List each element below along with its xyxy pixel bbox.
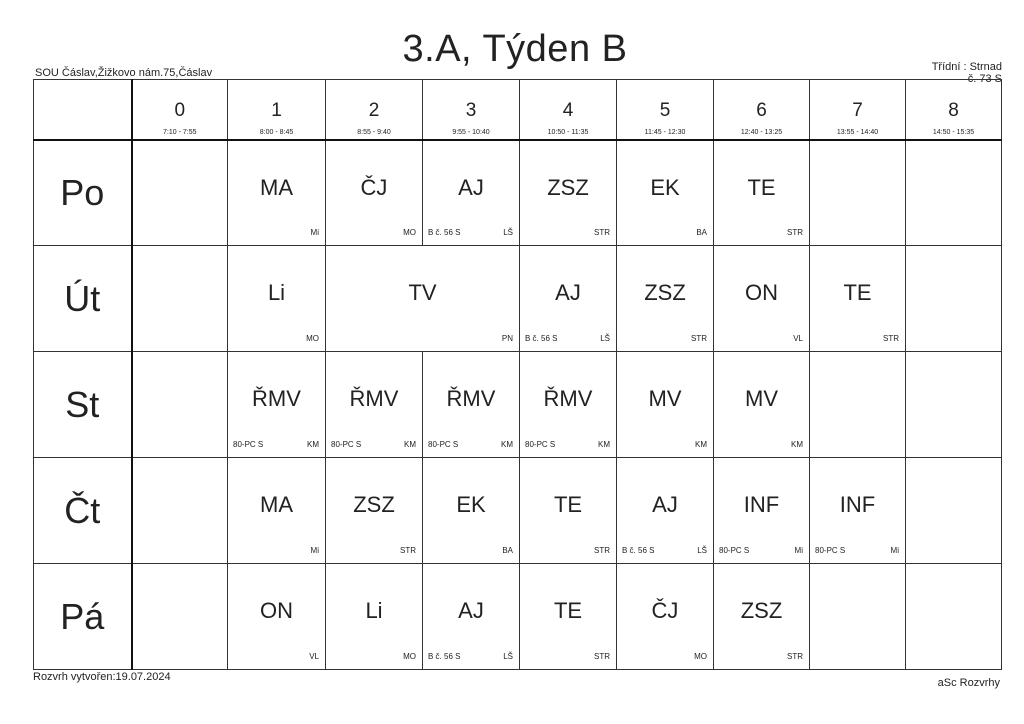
- lesson-teacher: LŠ: [503, 652, 513, 661]
- lesson-teacher: Mi: [794, 546, 803, 555]
- lesson-cell: [714, 246, 810, 352]
- period-header: [520, 80, 617, 140]
- period-time: 11:45 - 12:30: [644, 129, 686, 136]
- lesson-teacher: BA: [696, 228, 707, 237]
- period-number: 1: [271, 100, 282, 121]
- lesson-subject: ŘMV: [446, 386, 496, 411]
- class-room: č. 73 S: [967, 73, 1002, 85]
- lesson-teacher: LŠ: [697, 546, 707, 555]
- period-number: 4: [562, 100, 574, 121]
- lesson-subject: MV: [648, 386, 682, 411]
- lesson-subject: TE: [747, 174, 776, 200]
- class-teacher: Třídní : Strnad: [931, 61, 1002, 73]
- period-header: [810, 80, 906, 140]
- lesson-subject: INF: [743, 492, 780, 517]
- lesson-subject: TV: [408, 280, 437, 305]
- lesson-subject: MV: [745, 386, 778, 411]
- period-number: 8: [948, 100, 959, 121]
- day-name: Pá: [34, 564, 132, 670]
- period-number: 0: [174, 100, 186, 121]
- lesson-subject: AJ: [555, 280, 581, 305]
- period-header: [617, 80, 714, 140]
- period-header: [326, 80, 423, 140]
- lesson-cell: [810, 246, 906, 352]
- period-header: [714, 80, 810, 140]
- lesson-cell: [228, 352, 326, 458]
- day-name: Út: [34, 246, 132, 352]
- school-name: SOU Čáslav,Žižkovo nám.75,Čáslav: [35, 67, 213, 79]
- lesson-teacher: KM: [598, 440, 610, 449]
- day-name: Po: [34, 140, 132, 246]
- lesson-teacher: STR: [787, 228, 803, 237]
- lesson-subject: ZSZ: [740, 598, 783, 623]
- day-row: [34, 140, 1002, 246]
- lesson-teacher: BA: [502, 546, 513, 555]
- lesson-room: 80-PC S: [525, 440, 556, 449]
- lesson-cell: [326, 140, 423, 246]
- lesson-teacher: Mi: [310, 228, 319, 237]
- period-header-row: [34, 80, 1002, 140]
- lesson-subject: ZSZ: [547, 174, 589, 200]
- lesson-subject: MA: [260, 492, 293, 517]
- lesson-subject: MA: [260, 174, 293, 200]
- lesson-cell: [423, 564, 520, 670]
- lesson-teacher: LŠ: [600, 334, 610, 343]
- lesson-subject: AJ: [458, 598, 484, 623]
- period-time: 12:40 - 13:25: [740, 129, 783, 136]
- lesson-cell: [228, 246, 326, 352]
- lesson-teacher: KM: [695, 440, 707, 449]
- lesson-subject: ŘMV: [349, 386, 399, 411]
- day-row: [34, 352, 1002, 458]
- lesson-cell: [906, 246, 1002, 352]
- lesson-room: 80-PC S: [815, 546, 846, 555]
- lesson-subject: Li: [267, 280, 286, 305]
- lesson-teacher: STR: [883, 334, 899, 343]
- lesson-subject: Li: [365, 598, 383, 623]
- lesson-teacher: STR: [594, 652, 610, 661]
- period-header: [228, 80, 326, 140]
- lesson-teacher: KM: [501, 440, 513, 449]
- day-row: [34, 564, 1002, 670]
- lesson-cell: [714, 564, 810, 670]
- lesson-subject: TE: [553, 492, 583, 517]
- lesson-cell: [617, 564, 714, 670]
- lesson-teacher: Mi: [310, 546, 319, 555]
- lesson-teacher: STR: [691, 334, 707, 343]
- lesson-cell: [906, 564, 1002, 670]
- lesson-teacher: LŠ: [503, 228, 513, 237]
- lesson-teacher: STR: [594, 546, 610, 555]
- lesson-cell: [326, 458, 423, 564]
- lesson-subject: EK: [650, 174, 680, 200]
- lesson-teacher: MO: [403, 652, 416, 661]
- lesson-cell: [326, 352, 423, 458]
- lesson-cell: [326, 564, 423, 670]
- period-time: 14:50 - 15:35: [932, 129, 975, 136]
- lesson-teacher: KM: [791, 440, 803, 449]
- lesson-teacher: VL: [309, 652, 319, 661]
- grid-corner: [34, 80, 132, 140]
- lesson-cell: [906, 458, 1002, 564]
- period-time: 8:00 - 8:45: [259, 129, 294, 136]
- lesson-cell: [617, 140, 714, 246]
- lesson-subject: TE: [843, 280, 872, 305]
- lesson-subject: ON: [260, 598, 293, 623]
- lesson-subject: ŘMV: [252, 386, 301, 411]
- lesson-cell: [132, 246, 228, 352]
- lesson-cell: [520, 352, 617, 458]
- lesson-cell: [228, 140, 326, 246]
- lesson-subject: EK: [456, 492, 486, 517]
- lesson-room: B č. 56 S: [622, 546, 655, 555]
- lesson-subject: ZSZ: [644, 280, 686, 305]
- lesson-subject: ČJ: [651, 598, 679, 623]
- lesson-subject: ČJ: [360, 174, 388, 200]
- period-number: 7: [852, 100, 863, 121]
- lesson-teacher: Mi: [890, 546, 899, 555]
- lesson-subject: ZSZ: [353, 492, 395, 517]
- lesson-teacher: STR: [787, 652, 803, 661]
- period-number: 5: [659, 100, 671, 121]
- lesson-cell: [132, 352, 228, 458]
- lesson-cell: [326, 246, 520, 352]
- period-time: 10:50 - 11:35: [547, 129, 589, 136]
- period-time: 13:55 - 14:40: [836, 129, 879, 136]
- lesson-room: 80-PC S: [233, 440, 264, 449]
- lesson-teacher: MO: [403, 228, 416, 237]
- lesson-room: B č. 56 S: [428, 652, 461, 661]
- lesson-room: B č. 56 S: [525, 334, 558, 343]
- day-name: St: [34, 352, 132, 458]
- page-title: 3.A, Týden B: [402, 28, 628, 70]
- created-date: Rozvrh vytvořen:19.07.2024: [33, 671, 171, 683]
- lesson-cell: [423, 140, 520, 246]
- lesson-teacher: MO: [306, 334, 319, 343]
- lesson-cell: [228, 564, 326, 670]
- lesson-cell: [906, 352, 1002, 458]
- lesson-room: 80-PC S: [428, 440, 459, 449]
- lesson-cell: [617, 352, 714, 458]
- lesson-cell: [132, 140, 228, 246]
- lesson-cell: [714, 140, 810, 246]
- lesson-teacher: KM: [404, 440, 416, 449]
- lesson-cell: [520, 140, 617, 246]
- lesson-cell: [810, 140, 906, 246]
- lesson-room: 80-PC S: [719, 546, 750, 555]
- timetable-grid: [33, 79, 1002, 670]
- lesson-cell: [132, 458, 228, 564]
- lesson-subject: INF: [839, 492, 876, 517]
- period-header: [906, 80, 1002, 140]
- lesson-cell: [423, 352, 520, 458]
- lesson-subject: AJ: [652, 492, 678, 517]
- lesson-teacher: KM: [307, 440, 319, 449]
- lesson-cell: [810, 458, 906, 564]
- period-number: 2: [368, 100, 380, 121]
- lesson-teacher: STR: [400, 546, 416, 555]
- lesson-teacher: PN: [501, 334, 513, 343]
- lesson-teacher: MO: [694, 652, 707, 661]
- lesson-subject: AJ: [458, 174, 484, 200]
- lesson-cell: [228, 458, 326, 564]
- lesson-cell: [617, 246, 714, 352]
- day-row: [34, 458, 1002, 564]
- lesson-cell: [810, 352, 906, 458]
- lesson-cell: [714, 458, 810, 564]
- lesson-teacher: VL: [793, 334, 803, 343]
- lesson-cell: [520, 246, 617, 352]
- lesson-subject: ON: [745, 280, 778, 305]
- period-time: 9:55 - 10:40: [452, 129, 490, 136]
- period-header: [423, 80, 520, 140]
- period-header: [132, 80, 228, 140]
- lesson-subject: ŘMV: [543, 386, 593, 411]
- lesson-room: 80-PC S: [331, 440, 362, 449]
- period-number: 3: [465, 100, 477, 121]
- lesson-subject: TE: [553, 598, 583, 623]
- lesson-teacher: STR: [594, 228, 610, 237]
- lesson-cell: [423, 458, 520, 564]
- lesson-room: B č. 56 S: [428, 228, 461, 237]
- period-number: 6: [756, 100, 767, 121]
- lesson-cell: [810, 564, 906, 670]
- lesson-cell: [520, 458, 617, 564]
- period-time: 8:55 - 9:40: [357, 129, 391, 136]
- lesson-cell: [714, 352, 810, 458]
- lesson-cell: [906, 140, 1002, 246]
- day-row: [34, 246, 1002, 352]
- period-time: 7:10 - 7:55: [163, 129, 197, 136]
- lesson-cell: [617, 458, 714, 564]
- lesson-cell: [520, 564, 617, 670]
- software-credit: aSc Rozvrhy: [937, 677, 1000, 689]
- day-name: Čt: [34, 458, 132, 564]
- lesson-cell: [132, 564, 228, 670]
